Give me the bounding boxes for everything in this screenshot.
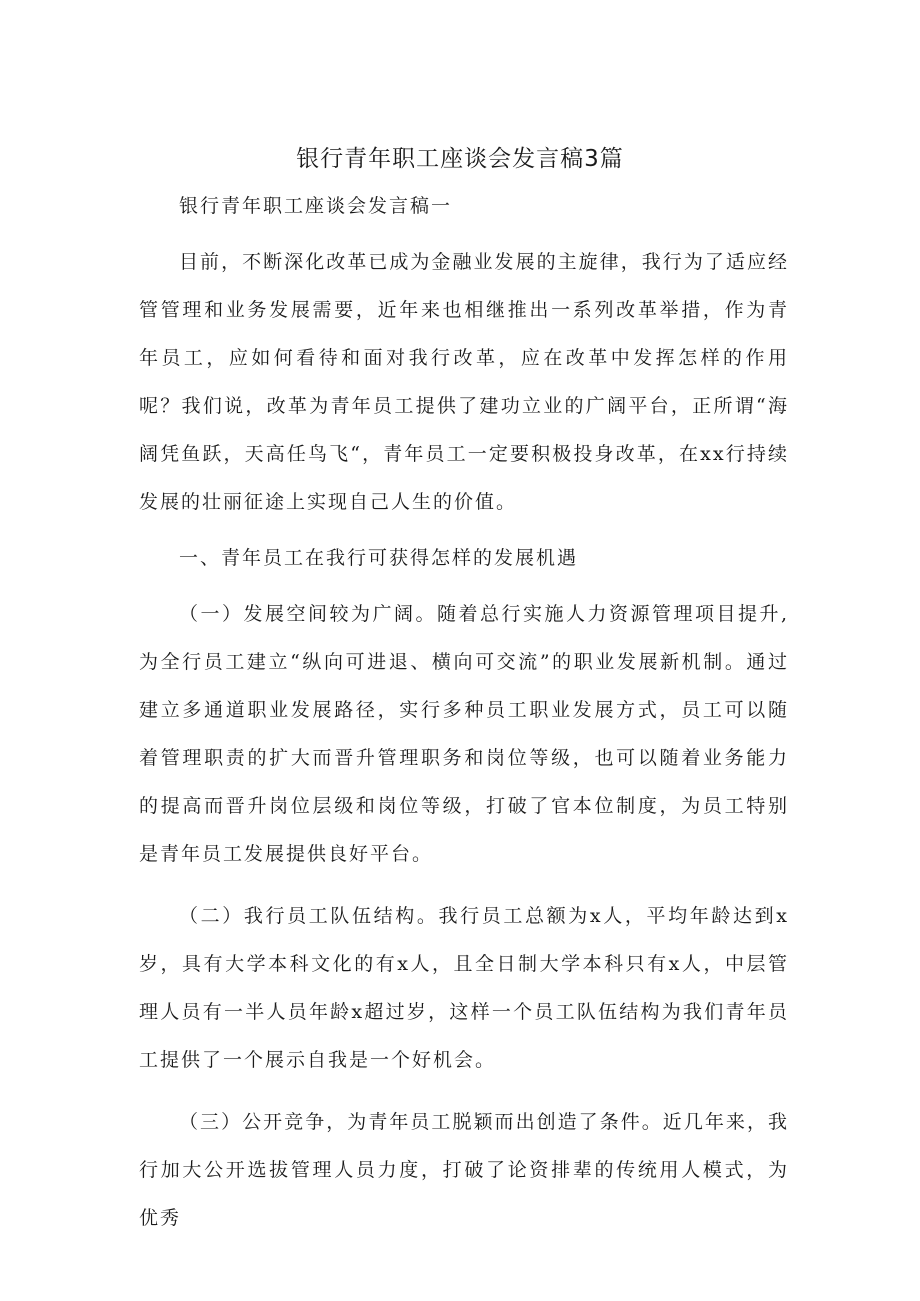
- section-heading: 一、青年员工在我行可获得怎样的发展机遇: [179, 547, 579, 569]
- paragraph-point-3: （三）公开竞争，为青年员工脱颖而出创造了条件。近几年来，我行加大公开选拔管理人员力度，打破了论资排辈的传统用人模式，为优秀: [139, 1111, 789, 1229]
- document-title: 银行青年职工座谈会发言稿3篇: [296, 146, 624, 172]
- paragraph-intro: 目前，不断深化改革已成为金融业发展的主旋律，我行为了适应经管管理和业务发展需要，近年来也相继推出一系列改革举措，作为青年员工，应如何看待和面对我行改革，应在改革中发挥怎样的作用呢？我们说，改革为青年员工提供了建功立业的广阔平台，正所谓“海阔凭鱼跃，天高任鸟飞“，青年员工一定要积极投身改革，在xx行持续发展的壮丽征途上实现自己人生的价值。: [139, 251, 789, 513]
- paragraph-point-1: （一）发展空间较为广阔。随着总行实施人力资源管理项目提升,为全行员工建立“纵向可进退、横向可交流”的职业发展新机制。通过建立多通道职业发展路径，实行多种员工职业发展方式，员工可以随着管理职责的扩大而晋升管理职务和岗位等级，也可以随着业务能力的提高而晋升岗位层级和岗位等级，打破了官本位制度，为员工特别是青年员工发展提供良好平台。: [139, 603, 789, 865]
- paragraph-point-2: （二）我行员工队伍结构。我行员工总额为x人，平均年龄达到x岁，具有大学本科文化的有x人，且全日制大学本科只有x人，中层管理人员有一半人员年龄x超过岁，这样一个员工队伍结构为我们青年员工提供了一个展示自我是一个好机会。: [139, 905, 789, 1071]
- document-body: [139, 182, 789, 1242]
- section-heading: 银行青年职工座谈会发言稿一: [179, 195, 453, 217]
